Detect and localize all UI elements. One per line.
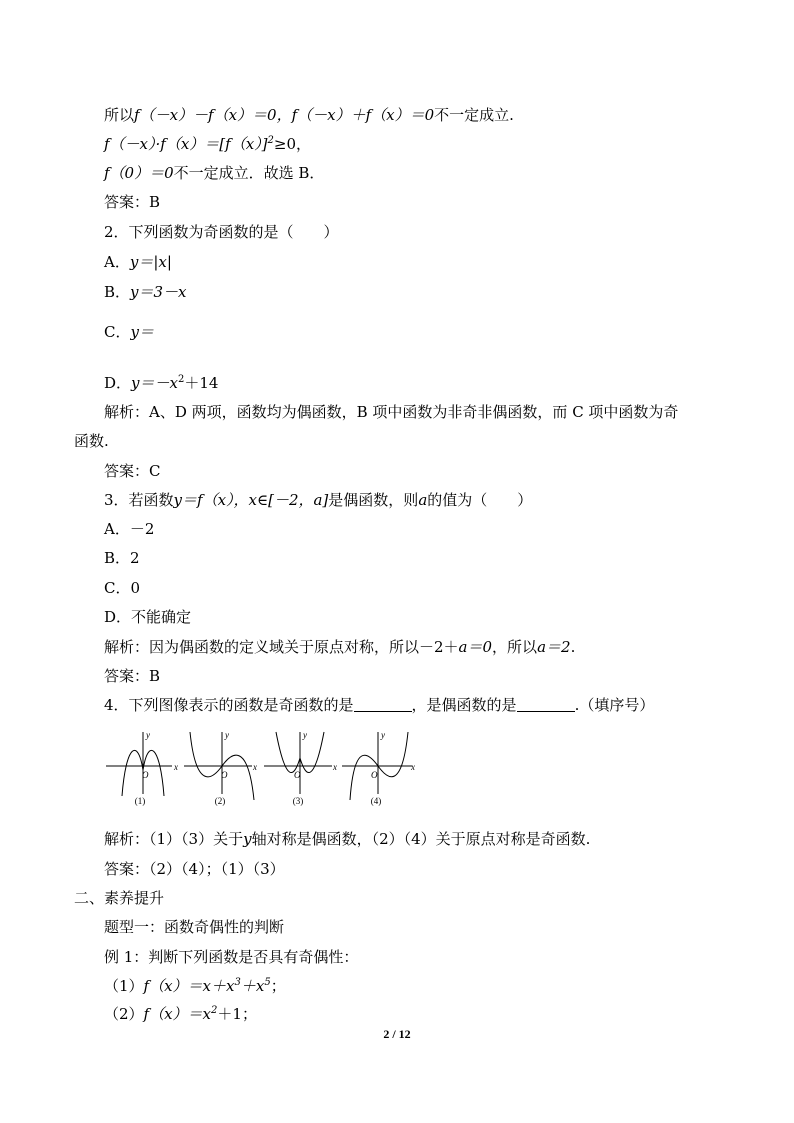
math-expr: y＝3－x [130, 283, 187, 301]
math-expr: y [243, 830, 252, 848]
graph-1 [106, 732, 172, 796]
text-run: .（填序号） [574, 696, 655, 714]
option-c: C．0 [104, 579, 141, 597]
text-run: 不一定成立. [434, 106, 514, 124]
graph-caption: (3) [292, 796, 304, 806]
option-label: D． [104, 374, 132, 392]
answer-line: 答案：（2）（4）；（1）（3） [104, 860, 285, 878]
superscript: 2 [211, 1005, 218, 1016]
graph-caption: (4) [370, 796, 382, 806]
text-run: ，是偶函数的是 [411, 696, 517, 714]
solution-line: 函数. [74, 432, 109, 450]
x-axis-label: x [411, 762, 415, 772]
y-axis-label: y [303, 730, 307, 740]
option-label: A． [104, 253, 130, 271]
math-expr: a＝0 [458, 638, 493, 656]
math-expr: f（－x）－f（x）＝0，f（－x）＋f（x）＝0 [134, 106, 435, 124]
text-run: ，所以 [492, 638, 538, 656]
y-axis-label: y [381, 730, 385, 740]
section-heading: 二、素养提升 [74, 889, 165, 907]
option-label: B． [104, 283, 131, 301]
example-item [104, 1004, 257, 1024]
superscript: 2 [267, 135, 274, 146]
question-2: 2．下列函数为奇函数的是（ ） [104, 223, 339, 241]
x-axis-label: x [174, 762, 178, 772]
graph-2 [184, 732, 254, 800]
text-run: 的值为（ ） [427, 491, 533, 509]
origin-label: O [221, 770, 228, 780]
option-c [104, 322, 154, 342]
graph-4 [342, 732, 412, 800]
y-axis-label: y [146, 730, 150, 740]
function-graphs-figure [100, 724, 420, 814]
text-line [104, 134, 311, 154]
math-expr: y＝f（x），x∈[－2，a] [173, 491, 329, 509]
math-expr: ＋14 [184, 374, 219, 392]
math-expr: y＝ [130, 323, 154, 341]
superscript: 5 [264, 977, 271, 988]
origin-label: O [142, 770, 149, 780]
text-run: 所以 [104, 106, 135, 124]
x-axis-label: x [333, 762, 337, 772]
text-run: 是偶函数，则 [328, 491, 419, 509]
option-label: C． [104, 323, 131, 341]
option-a [104, 252, 172, 272]
math-expr: a [418, 491, 428, 509]
text-run: 轴对称是偶函数，（2）（4）关于原点对称是奇函数. [251, 830, 591, 848]
math-expr: ＋x [240, 977, 265, 995]
text-run: 3．若函数 [104, 491, 174, 509]
text-run: 解析：（1）（3）关于 [104, 830, 244, 848]
text-run: . [570, 638, 576, 656]
solution-line: 解析：A、D 两项，函数均为偶函数，B 项中函数为非奇非偶函数，而 C 项中函数为奇 [104, 403, 679, 421]
text-line [104, 163, 324, 183]
math-expr: y＝－x [131, 374, 178, 392]
math-expr: a＝2 [537, 638, 571, 656]
answer-line: 答案：B [104, 193, 161, 211]
option-d [104, 373, 218, 393]
math-expr: ≥0， [273, 135, 312, 153]
superscript: 2 [177, 374, 185, 385]
answer-line: 答案：C [104, 462, 161, 480]
answer-line: 答案：B [104, 667, 161, 685]
y-axis-label: y [225, 730, 229, 740]
option-b [104, 282, 187, 302]
text-run: （2） [104, 1005, 144, 1023]
option-b: B．2 [104, 549, 140, 567]
x-axis-label: x [253, 762, 257, 772]
solution-line [104, 829, 590, 849]
text-line [104, 105, 514, 125]
origin-label: O [371, 770, 378, 780]
text-run: （1） [104, 977, 144, 995]
graph-3 [264, 732, 332, 794]
fill-blank [354, 697, 412, 712]
graph-caption: (2) [214, 796, 226, 806]
solution-line [104, 637, 575, 657]
subsection-heading: 题型一：函数奇偶性的判断 [104, 918, 285, 936]
origin-label: O [294, 770, 301, 780]
text-run: ； [270, 977, 286, 995]
text-run: ＋1； [217, 1005, 257, 1023]
option-a: A．－2 [104, 520, 155, 538]
math-expr: y＝|x| [129, 253, 172, 271]
text-run: 4．下列图像表示的函数是奇函数的是 [104, 696, 354, 714]
text-run: 不一定成立．故选 B． [173, 164, 325, 182]
question-4 [104, 695, 654, 715]
math-expr: f（x）＝x＋x [143, 977, 235, 995]
graph-caption: (1) [134, 796, 146, 806]
page-number: 2 / 12 [383, 1027, 411, 1041]
example-heading: 例 1：判断下列函数是否具有奇偶性： [104, 948, 359, 966]
superscript: 3 [234, 977, 241, 988]
example-item [104, 976, 286, 996]
math-expr: f（0）＝0 [104, 164, 174, 182]
question-3 [104, 490, 532, 510]
option-d: D．不能确定 [104, 608, 192, 626]
fill-blank [517, 697, 575, 712]
text-run: 解析：因为偶函数的定义域关于原点对称，所以－2＋ [104, 638, 459, 656]
math-expr: f（－x）·f（x）＝[f（x）] [104, 135, 268, 153]
math-expr: f（x）＝x [143, 1005, 212, 1023]
